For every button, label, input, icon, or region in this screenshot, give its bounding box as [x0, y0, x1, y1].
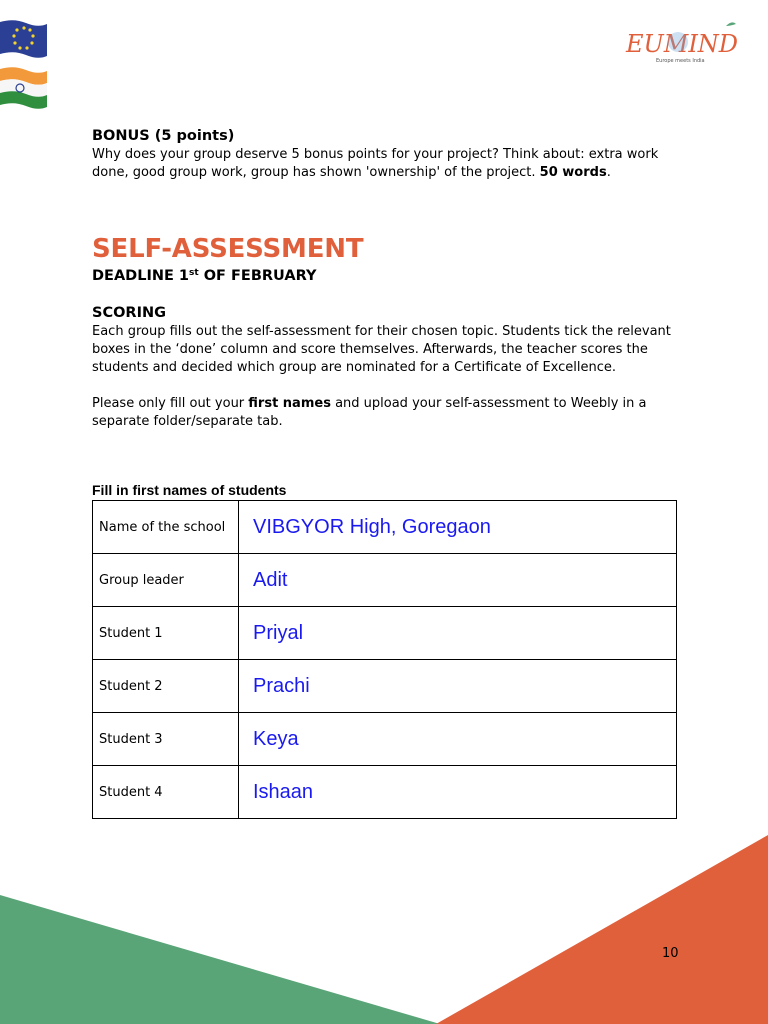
student-1-value[interactable]: Priyal [239, 607, 677, 660]
deadline-sup: st [189, 268, 199, 278]
logo-text: EUMIND [626, 30, 738, 58]
note-emphasis: first names [248, 396, 331, 411]
note-suffix: and upload your self-assessment to Weebly in a separate folder/separate tab. [92, 396, 647, 429]
deadline-prefix: DEADLINE 1 [92, 268, 190, 284]
note-prefix: Please only fill out your [92, 396, 249, 411]
scoring-text: Each group fills out the self-assessment for their chosen topic. Students tick the relevant boxes in the ‘done’ column and score themselves. Afterwards, the teacher scores the students and decided which group are nominated for a Certificate of Excellence. [92, 324, 671, 375]
bonus-text-main: Why does your group deserve 5 bonus points for your project? Think about: extra work done, good group work, group has shown 'ownership' of the project. [92, 147, 659, 180]
scoring-title: SCORING [92, 305, 167, 321]
deadline-suffix: OF FEBRUARY [198, 268, 317, 284]
group-leader-value[interactable]: Adit [239, 554, 677, 607]
table-title: Fill in first names of students [92, 482, 287, 498]
student-3-value[interactable]: Keya [239, 713, 677, 766]
page-number: 10 [662, 946, 679, 961]
orange-triangle [436, 835, 768, 1024]
section-title: SELF-ASSESSMENT [92, 234, 364, 264]
school-name-value[interactable]: VIBGYOR High, Goregaon [239, 501, 677, 554]
bonus-text-tail: . [606, 165, 611, 180]
student-2-value[interactable]: Prachi [239, 660, 677, 713]
student-4-value[interactable]: Ishaan [239, 766, 677, 819]
row-label: Student 1 [93, 607, 239, 660]
row-label: Student 3 [93, 713, 239, 766]
row-label: Student 2 [93, 660, 239, 713]
green-triangle [0, 895, 440, 1024]
row-label: Student 4 [93, 766, 239, 819]
bonus-word-count: 50 words [539, 165, 607, 180]
logo-tagline: Europe meets India [656, 58, 705, 64]
row-label: Group leader [93, 554, 239, 607]
row-label: Name of the school [93, 501, 239, 554]
bonus-title: BONUS (5 points) [92, 128, 235, 144]
